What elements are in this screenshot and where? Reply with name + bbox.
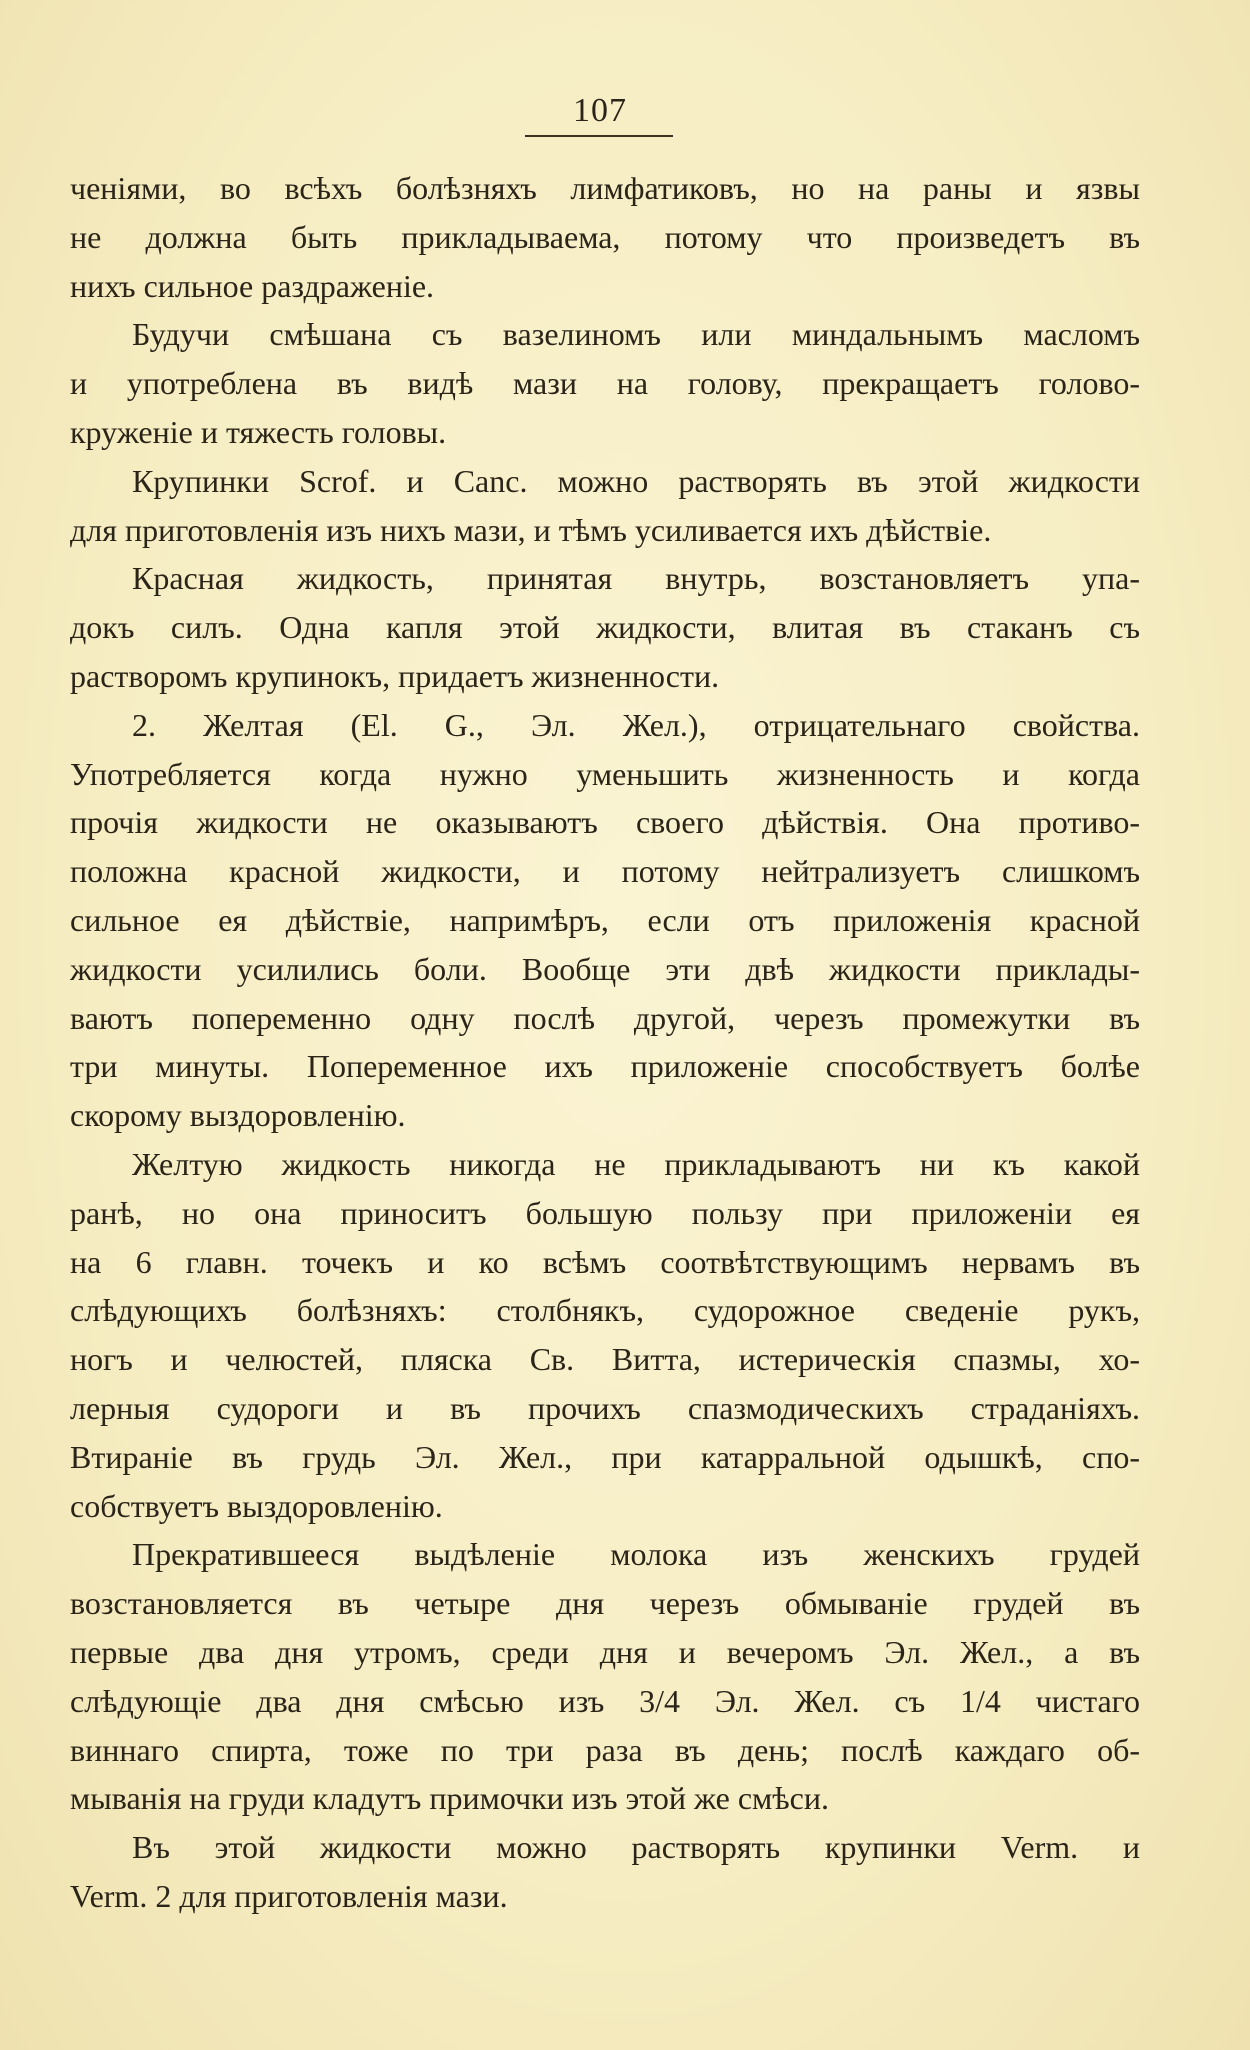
- text-line: для приготовленiя изъ нихъ мази, и тѣмъ усиливается ихъ дѣйствiе.: [70, 511, 992, 548]
- text-line: три минуты. Попеременное ихъ приложенiе способствуетъ болѣе: [70, 1048, 1140, 1085]
- text-line: Красная жидкость, принятая внутрь, возстановляетъ упа-: [132, 560, 1140, 597]
- text-line: Втиранiе въ грудь Эл. Жел., при катарральной одышкѣ, спо-: [70, 1438, 1140, 1475]
- text-line: первые два дня утромъ, среди дня и вечеромъ Эл. Жел., а въ: [70, 1633, 1140, 1670]
- text-line: круженiе и тяжесть головы.: [70, 413, 447, 450]
- text-line: Въ этой жидкости можно растворять крупинки Verm. и: [132, 1829, 1140, 1866]
- text-line: Прекратившееся выдѣленiе молока изъ женскихъ грудей: [132, 1536, 1140, 1573]
- text-line: на 6 главн. точекъ и ко всѣмъ соотвѣтствующимъ нервамъ въ: [70, 1243, 1140, 1280]
- text-line: не должна быть прикладываема, потому что произведетъ въ: [70, 218, 1140, 255]
- header-rule: [525, 135, 673, 137]
- text-line: Употребляется когда нужно уменьшить жизненность и когда: [70, 755, 1140, 792]
- text-line: Крупинки Scrof. и Canc. можно растворять въ этой жидкости: [132, 462, 1140, 499]
- text-line: сильное ея дѣйствiе, напримѣръ, если отъ приложенiя красной: [70, 901, 1140, 938]
- text-line: Желтую жидкость никогда не прикладываютъ ни къ какой: [132, 1145, 1140, 1182]
- text-line: ранѣ, но она приноситъ большую пользу при приложенiи ея: [70, 1194, 1140, 1231]
- text-line: прочiя жидкости не оказываютъ своего дѣйствiя. Она противо-: [70, 804, 1140, 841]
- text-line: 2. Желтая (El. G., Эл. Жел.), отрицательнаго свойства.: [132, 706, 1140, 743]
- text-line: лерныя судороги и въ прочихъ спазмодическихъ страданiяхъ.: [70, 1389, 1140, 1426]
- text-line: ногъ и челюстей, пляска Св. Витта, истерическiя спазмы, хо-: [70, 1341, 1140, 1378]
- text-line: слѣдующихъ болѣзняхъ: столбнякъ, судорожное сведенiе рукъ,: [70, 1292, 1140, 1329]
- text-line: ваютъ попеременно одну послѣ другой, черезъ промежутки въ: [70, 999, 1140, 1036]
- text-line: Verm. 2 для приготовленiя мази.: [70, 1877, 508, 1914]
- text-line: жидкости усилились боли. Вообще эти двѣ жидкости приклады-: [70, 950, 1140, 987]
- text-line: докъ силъ. Одна капля этой жидкости, влитая въ стаканъ съ: [70, 609, 1140, 646]
- text-line: слѣдующiе два дня смѣсью изъ 3/4 Эл. Жел. съ 1/4 чистаго: [70, 1682, 1140, 1719]
- text-line: положна красной жидкости, и потому нейтрализуетъ слишкомъ: [70, 853, 1140, 890]
- text-line: возстановляется въ четыре дня черезъ обмыванiе грудей въ: [70, 1585, 1140, 1622]
- text-line: виннаго спирта, тоже по три раза въ день; послѣ каждаго об-: [70, 1731, 1140, 1768]
- text-line: и употреблена въ видѣ мази на голову, прекращаетъ голово-: [70, 365, 1140, 402]
- text-line: скорому выздоровленiю.: [70, 1097, 406, 1134]
- page-number: 107: [573, 92, 627, 129]
- text-line: собствуетъ выздоровленiю.: [70, 1487, 443, 1524]
- text-line: мыванiя на груди кладутъ примочки изъ этой же смѣси.: [70, 1780, 829, 1817]
- text-line: ченiями, во всѣхъ болѣзняхъ лимфатиковъ, но на раны и язвы: [70, 170, 1140, 206]
- text-line: Будучи смѣшана съ вазелиномъ или миндальнымъ масломъ: [132, 316, 1140, 353]
- body-text: [70, 164, 1140, 1921]
- text-line: нихъ сильное раздраженiе.: [70, 267, 435, 304]
- text-line: растворомъ крупинокъ, придаетъ жизненности.: [70, 657, 720, 694]
